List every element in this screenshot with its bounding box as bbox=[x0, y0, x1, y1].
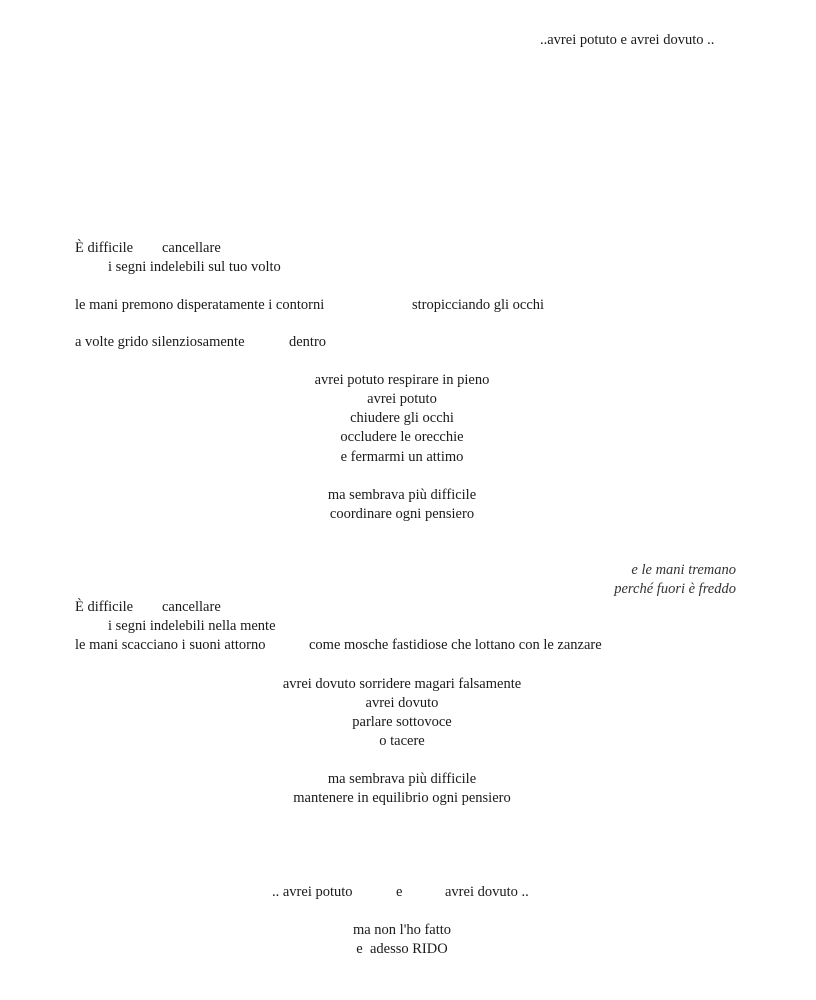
stanza6-line2: mantenere in equilibrio ogni pensiero bbox=[293, 790, 511, 806]
stanza4-line3a: le mani scacciano i suoni attorno bbox=[75, 637, 266, 653]
stanza2-line1: avrei potuto respirare in pieno bbox=[314, 372, 490, 388]
closing-part-c: avrei dovuto .. bbox=[445, 884, 529, 900]
aside-line2: perché fuori è freddo bbox=[614, 581, 736, 597]
stanza1-line1b: cancellare bbox=[162, 240, 221, 256]
stanza1-line4a: a volte grido silenziosamente bbox=[75, 334, 245, 350]
stanza1-line1a: È difficile bbox=[75, 240, 134, 256]
stanza1-line3a: le mani premono disperatamente i contorni bbox=[75, 297, 325, 313]
stanza4-line1a: È difficile bbox=[75, 599, 134, 615]
stanza4-line2: i segni indelebili nella mente bbox=[108, 618, 276, 634]
closing-part-b: e bbox=[396, 884, 403, 900]
stanza6-line1: ma sembrava più difficile bbox=[327, 771, 477, 787]
final-line2: e adesso RIDO bbox=[356, 941, 448, 957]
stanza2-line5: e fermarmi un attimo bbox=[340, 449, 464, 465]
stanza3-line2: coordinare ogni pensiero bbox=[329, 506, 475, 522]
stanza2-line2: avrei potuto bbox=[367, 391, 437, 407]
stanza2-line3: chiudere gli occhi bbox=[350, 410, 454, 426]
final-line1: ma non l'ho fatto bbox=[352, 922, 452, 938]
stanza5-line4: o tacere bbox=[379, 733, 425, 749]
stanza1-line2: i segni indelebili sul tuo volto bbox=[108, 259, 281, 275]
stanza3-line1: ma sembrava più difficile bbox=[327, 487, 477, 503]
header-line: ..avrei potuto e avrei dovuto .. bbox=[540, 32, 715, 48]
stanza4-line3b: come mosche fastidiose che lottano con le zanzare bbox=[309, 637, 602, 653]
closing-part-a: .. avrei potuto bbox=[272, 884, 353, 900]
stanza1-line4b: dentro bbox=[289, 334, 327, 350]
stanza1-line3b: stropicciando gli occhi bbox=[412, 297, 545, 313]
aside-line1: e le mani tremano bbox=[631, 562, 736, 578]
stanza5-line1: avrei dovuto sorridere magari falsamente bbox=[282, 676, 522, 692]
stanza4-line1b: cancellare bbox=[162, 599, 221, 615]
stanza5-line2: avrei dovuto bbox=[365, 695, 439, 711]
stanza2-line4: occludere le orecchie bbox=[340, 429, 464, 445]
stanza5-line3: parlare sottovoce bbox=[352, 714, 452, 730]
